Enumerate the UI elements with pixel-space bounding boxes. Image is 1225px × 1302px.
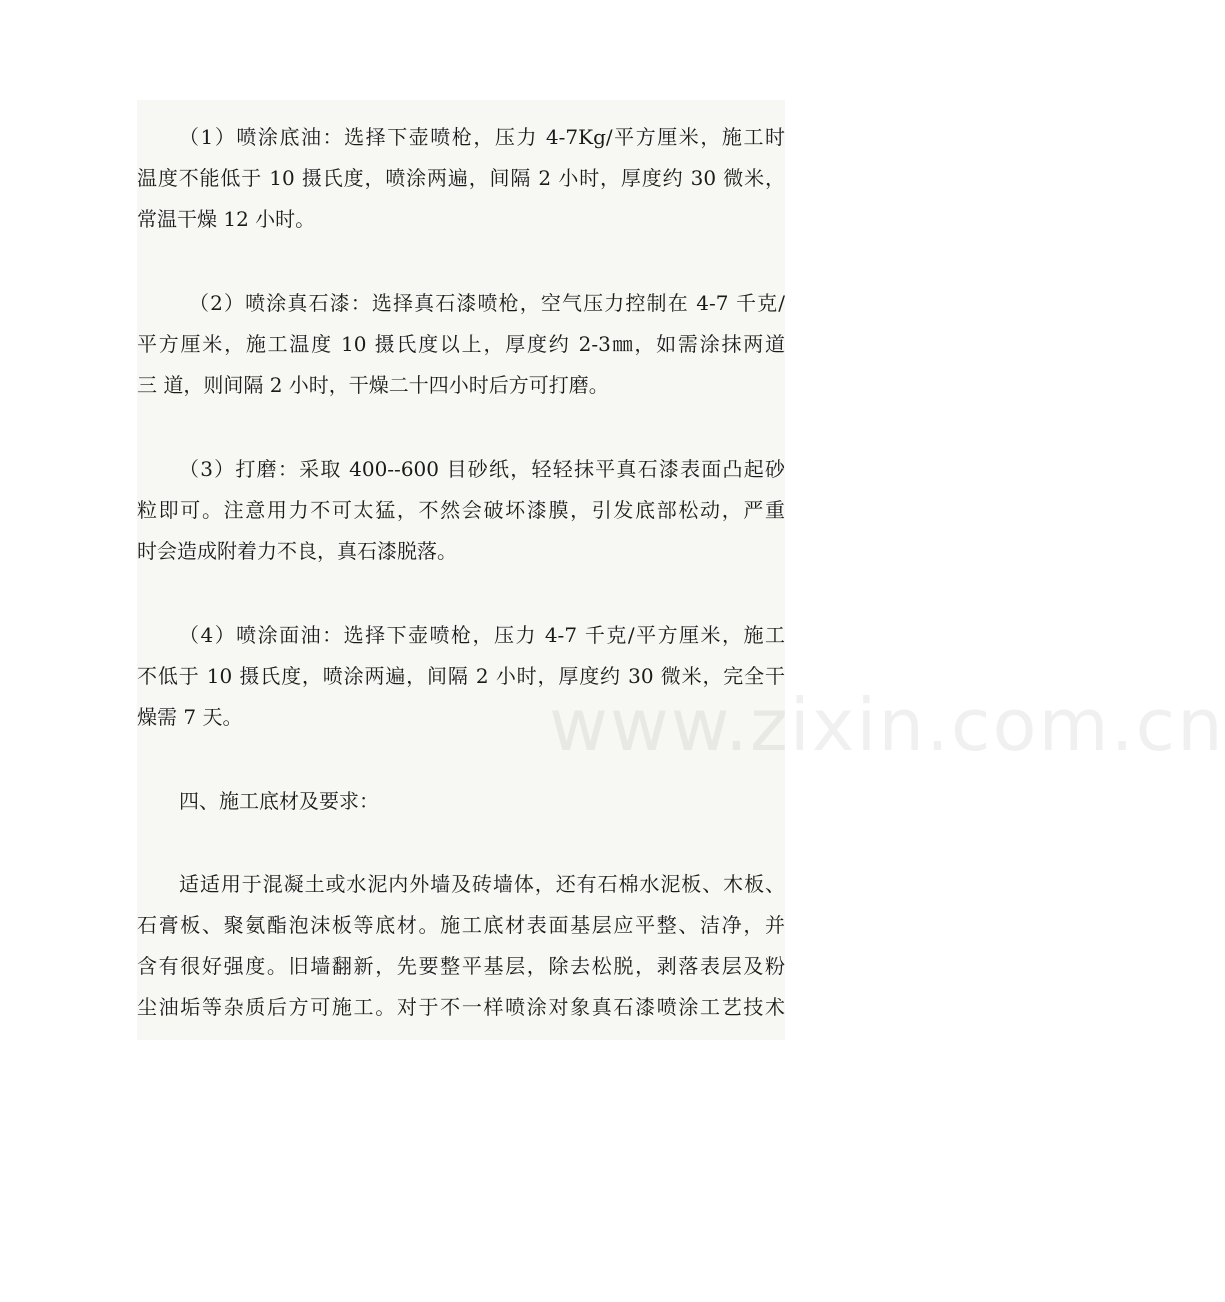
paragraph-substrate-requirements [137, 864, 785, 1028]
text-line: 平方厘米，施工温度 10 摄氏度以上，厚度约 2-3㎜，如需涂抹两道 [137, 332, 785, 356]
paragraph-sanding [137, 449, 785, 572]
text-line: 适适用于混凝土或水泥内外墙及砖墙体，还有石棉水泥板、木板、 [179, 872, 785, 896]
watermark: www.zixin.com.cn [549, 683, 1225, 767]
document-body [137, 100, 1225, 1040]
text-line: （2）喷涂真石漆：选择真石漆喷枪，空气压力控制在 4-7 千克/ [189, 291, 785, 315]
text-line: （4）喷涂面油：选择下壶喷枪，压力 4-7 千克/平方厘米，施工 [179, 623, 785, 647]
text-line: 时会造成附着力不良，真石漆脱落。 [137, 539, 457, 563]
text-line: 三 道，则间隔 2 小时，干燥二十四小时后方可打磨。 [137, 373, 609, 397]
section-heading: 四、施工底材及要求： [179, 789, 379, 813]
text-line: 不低于 10 摄氏度，喷涂两遍，间隔 2 小时，厚度约 30 微米，完全干 [137, 664, 785, 688]
paragraph-spray-primer [137, 117, 785, 240]
text-line: 燥需 7 天。 [137, 705, 243, 729]
text-line: 含有很好强度。旧墙翻新，先要整平基层，除去松脱，剥落表层及粉 [137, 954, 785, 978]
text-line: 温度不能低于 10 摄氏度，喷涂两遍，间隔 2 小时，厚度约 30 微米， [137, 166, 785, 190]
section-heading-substrate [137, 781, 785, 822]
paragraph-spray-stone-paint [137, 283, 785, 406]
text-line: 粒即可。注意用力不可太猛，不然会破坏漆膜，引发底部松动，严重 [137, 498, 785, 522]
text-line: 石膏板、聚氨酯泡沫板等底材。施工底材表面基层应平整、洁净，并 [137, 913, 785, 937]
text-line: （3）打磨：采取 400--600 目砂纸，轻轻抹平真石漆表面凸起砂 [179, 457, 785, 481]
paragraph-spray-topcoat [137, 615, 785, 738]
text-line: 尘油垢等杂质后方可施工。对于不一样喷涂对象真石漆喷涂工艺技术 [137, 995, 785, 1019]
text-line: 常温干燥 12 小时。 [137, 207, 316, 231]
text-line: （1）喷涂底油：选择下壶喷枪，压力 4-7Kg/平方厘米，施工时 [179, 125, 785, 149]
